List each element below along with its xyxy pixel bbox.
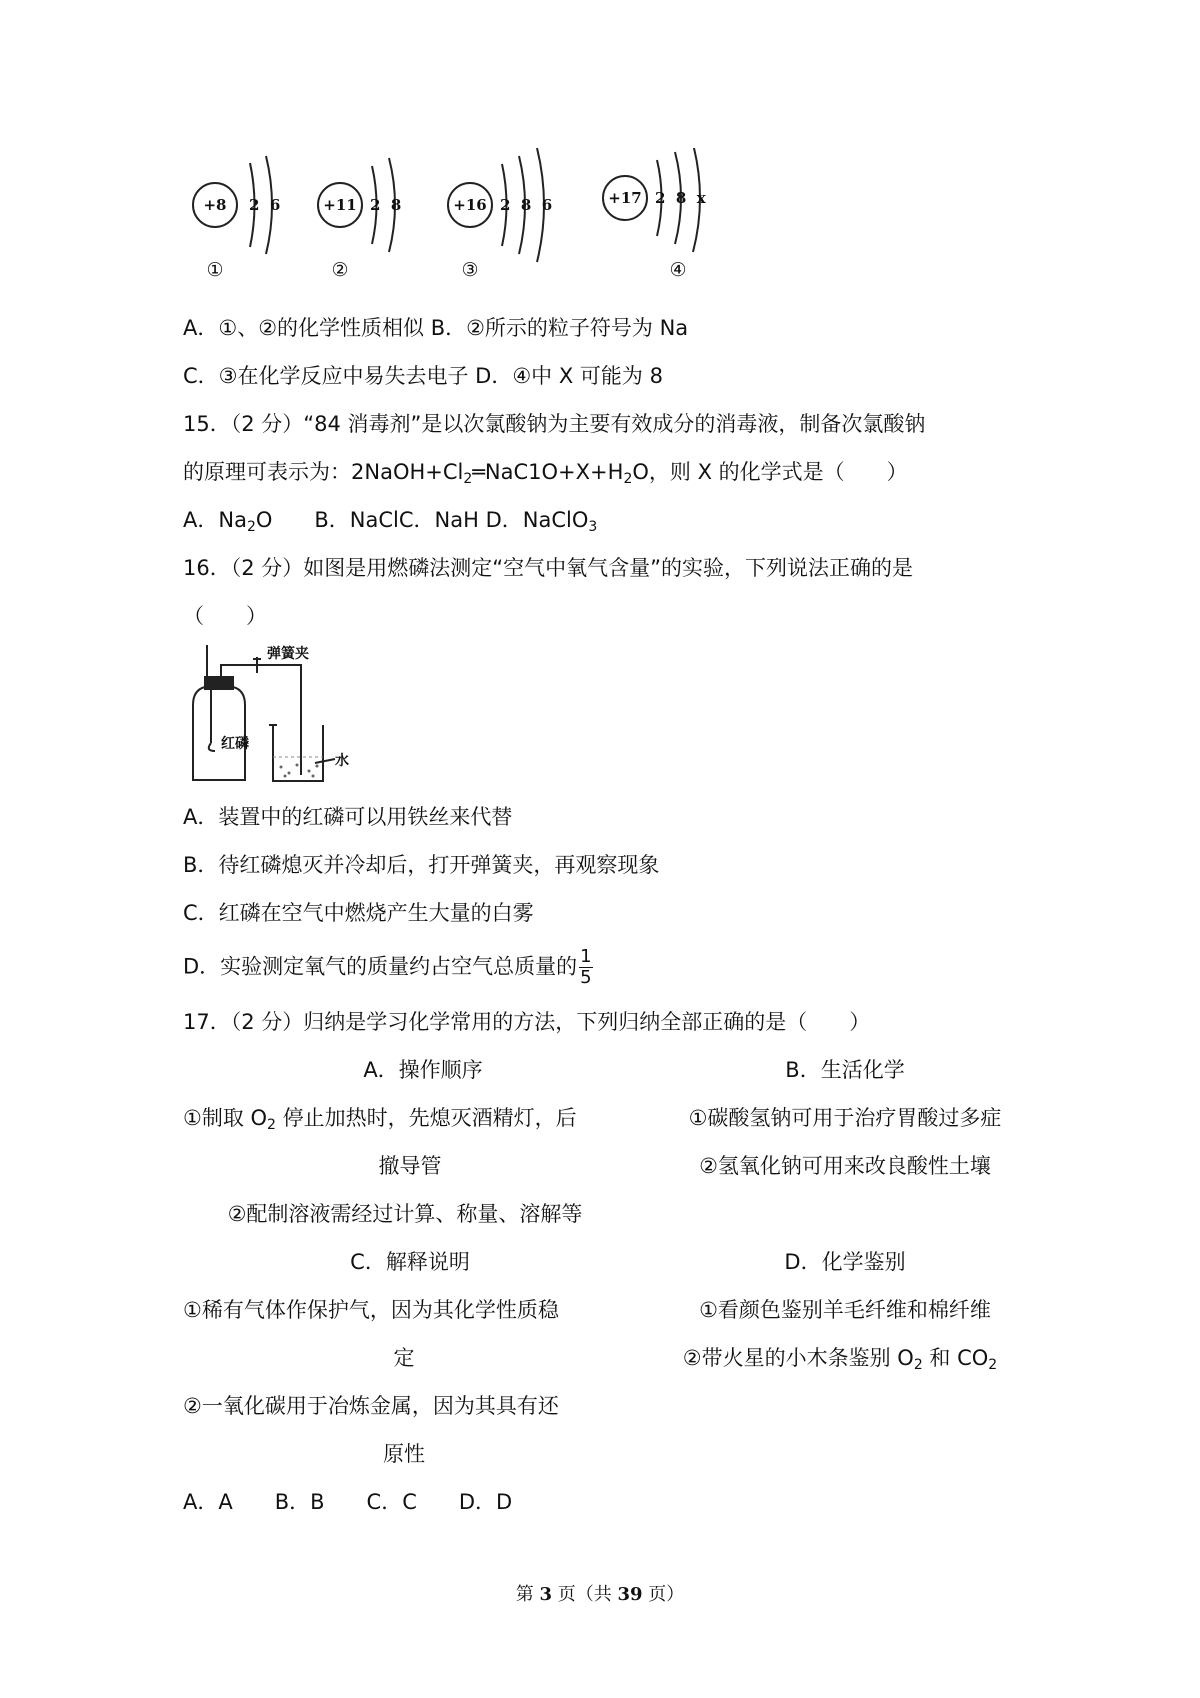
q17-a1-rest: 停止加热时，先熄灭酒精灯，后: [275, 1106, 577, 1130]
q16-option-a: A．装置中的红磷可以用铁丝来代替: [183, 805, 513, 829]
atom3-label: ③: [461, 259, 479, 281]
q17-head-b: B．生活化学: [785, 1058, 905, 1082]
q15-stem-line2: [183, 458, 908, 493]
atom1-label: ①: [206, 259, 224, 281]
footer-middle: 页（共: [552, 1584, 618, 1605]
atom4-nucleus: +17: [608, 189, 642, 207]
atom3-nucleus: +16: [453, 196, 487, 214]
q17-d1: ①看颜色鉴别羊毛纤维和棉纤维: [699, 1298, 991, 1322]
q15-options: [183, 506, 597, 541]
q16-stem-line1: 16．（2 分）如图是用燃磷法测定“空气中氧气含量”的实验，下列说法正确的是: [183, 556, 914, 580]
label-spring-clip: 弹簧夹: [267, 646, 309, 662]
fraction-denominator: 5: [580, 967, 592, 988]
label-water: 水: [335, 753, 349, 769]
atom2-nucleus: +11: [323, 196, 357, 214]
footer-total-pages: 39: [617, 1584, 643, 1605]
atom4-shells: 2 8 x: [655, 189, 706, 207]
q17-a1: [183, 1104, 577, 1139]
q17-head-a: A．操作顺序: [363, 1058, 483, 1082]
atom1-shells: 2 6: [249, 196, 281, 214]
q15-sub1: 2: [463, 471, 473, 487]
q17-head-c: C．解释说明: [350, 1250, 470, 1274]
q17-c1: ①稀有气体作保护气，因为其化学性质稳: [183, 1298, 559, 1322]
q17-d2: [683, 1344, 997, 1379]
q14-options-ab: A．①、②的化学性质相似 B．②所示的粒子符号为 Na: [183, 316, 689, 340]
q15-opt-d-sub: 3: [588, 519, 598, 535]
atom4-label: ④: [669, 259, 687, 281]
footer-prefix: 第: [515, 1584, 540, 1605]
q15-opt-a-sub: 2: [246, 519, 256, 535]
q15-equation-c: O，则 X 的化学式是（ ）: [632, 460, 908, 484]
q17-a2: ②配制溶液需经过计算、称量、溶解等: [227, 1202, 583, 1226]
q15-equation-b: ═NaC1O+X+H: [472, 460, 624, 484]
q17-c2: ②一氧化碳用于冶炼金属，因为其具有还: [183, 1394, 559, 1418]
q16-option-c: C．红磷在空气中燃烧产生大量的白雾: [183, 901, 534, 925]
q16-stem-line2: （ ）: [183, 604, 267, 628]
q15-sub2: 2: [623, 471, 633, 487]
q17-d2-mid: 和 CO: [922, 1346, 989, 1370]
atom2-shells: 2 8: [370, 196, 402, 214]
atom3-shells: 2 8 6: [500, 196, 553, 214]
q17-d2-sub1: 2: [913, 1357, 923, 1373]
q17-head-d: D．化学鉴别: [784, 1250, 906, 1274]
q17-a1-cont: 撤导管: [378, 1154, 442, 1178]
q14-options-cd: C．③在化学反应中易失去电子 D．④中 X 可能为 8: [183, 364, 663, 388]
q17-d2-sub2: 2: [988, 1357, 998, 1373]
phosphorus-combustion-apparatus: [185, 645, 375, 785]
page-footer: [0, 1580, 1200, 1606]
atom2-label: ②: [331, 259, 349, 281]
footer-page-number: 3: [539, 1584, 552, 1605]
q15-stem-line1: 15．（2 分）“84 消毒剂”是以次氯酸钠为主要有效成分的消毒液，制备次氯酸钠: [183, 412, 926, 436]
q17-b1: ①碳酸氢钠可用于治疗胃酸过多症: [688, 1106, 1002, 1130]
q17-a1-text: ①制取 O: [183, 1106, 268, 1130]
q17-d2-text: ②带火星的小木条鉴别 O: [682, 1346, 914, 1370]
q17-c1-cont: 定: [393, 1346, 415, 1370]
label-red-phosphorus: 红磷: [221, 736, 249, 752]
q17-stem: 17．（2 分）归纳是学习化学常用的方法，下列归纳全部正确的是（ ）: [183, 1010, 871, 1034]
q15-equation-a: 的原理可表示为：2NaOH+Cl: [183, 460, 464, 484]
q16-option-d-text: D．实验测定氧气的质量约占空气总质量的: [183, 954, 578, 979]
q15-opt-rest: O B．NaClC．NaH D．NaClO: [255, 508, 589, 532]
atom-structure-diagrams: [175, 148, 935, 288]
atom1-nucleus: +8: [203, 196, 227, 214]
q17-a1-sub: 2: [267, 1117, 276, 1133]
q17-c2-cont: 原性: [383, 1442, 425, 1466]
q17-b2: ②氢氧化钠可用来改良酸性土壤: [699, 1154, 991, 1178]
q16-option-b: B．待红磷熄灭并冷却后，打开弹簧夹，再观察现象: [183, 853, 660, 877]
q17-options: A．A B．B C．C D．D: [183, 1490, 513, 1514]
q15-opt-a: A．Na: [183, 508, 247, 532]
q16-option-d: [183, 947, 593, 988]
fraction-numerator: 1: [580, 946, 592, 967]
footer-suffix: 页）: [642, 1584, 685, 1605]
fraction-one-fifth: [579, 947, 592, 988]
